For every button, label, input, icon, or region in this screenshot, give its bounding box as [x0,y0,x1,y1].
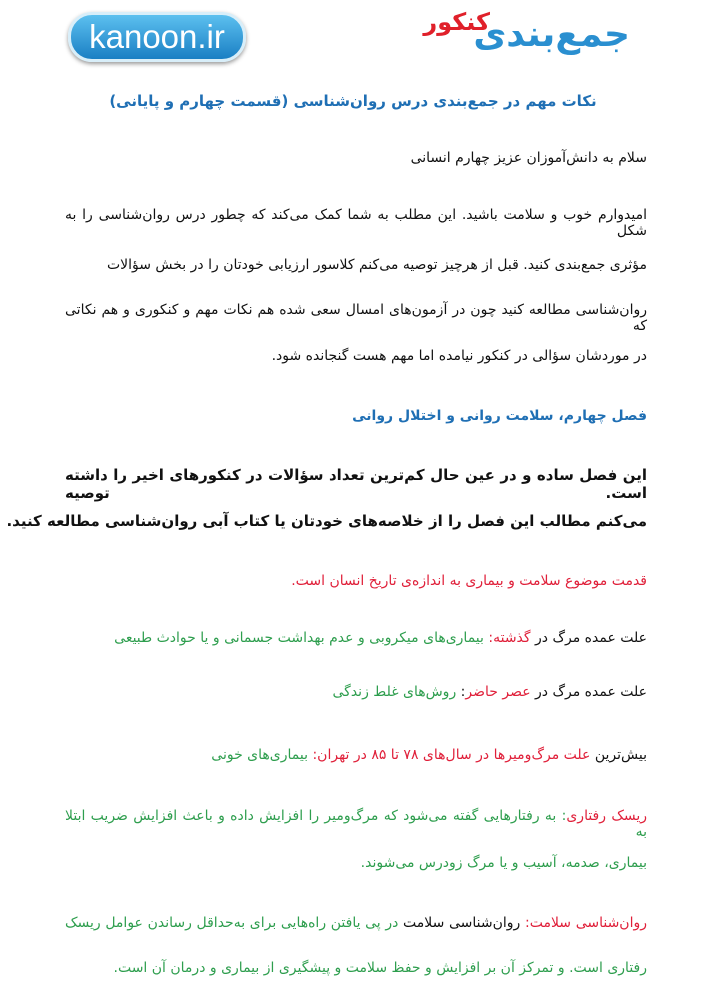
definition-green: در پی یافتن راه‌هایی برای به‌حداقل رساندن عوامل ریسک [65,915,404,931]
greeting: سلام به دانش‌آموزان عزیز چهارم انسانی [410,150,647,166]
colon: : [483,630,494,646]
logo-blue-text: جمع‌بندی [473,14,630,55]
note-health-psychology-cont: رفتاری است. و تمرکز آن بر افزایش و حفظ سلامت و پیشگیری از بیماری و درمان آن است. [113,960,647,976]
highlight-green: بیماری‌های خونی [211,747,308,763]
text: روان‌شناسی سلامت [403,915,521,931]
colon: : [308,747,318,763]
highlight-red: گذشته [493,630,531,646]
note-behavioral-risk [65,808,647,840]
term-red: ریسک رفتاری [566,808,648,824]
bold-note-line: می‌کنم مطالب این فصل را از خلاصه‌های خودتان یا کتاب آبی روان‌شناسی مطالعه کنید. [6,512,647,530]
jambandi-konkur-logo [400,8,630,68]
bold-note-line: این فصل ساده و در عین حال کم‌ترین تعداد سؤالات در کنکورهای اخیر را داشته است. توصیه [65,466,647,502]
highlight-green: روش‌های غلط زندگی [332,684,457,700]
highlight-red: علت مرگ‌ومیرها در سال‌های ۷۸ تا ۸۵ در تهران [317,747,591,763]
note-behavioral-risk-cont: بیماری، صدمه، آسیب و یا مرگ زودرس می‌شوند. [360,855,647,871]
intro-line: مؤثری جمع‌بندی کنید. قبل از هرچیز توصیه می‌کنم کلاسور ارزیابی خودتان را در بخش سؤالات [106,257,647,273]
section-heading: فصل چهارم، سلامت روانی و اختلال روانی [352,408,647,424]
colon: : [520,915,530,931]
text: علت عمده مرگ در [530,630,647,646]
highlight-green: بیماری‌های میکروبی و عدم بهداشت جسمانی و یا حوادث طبیعی [114,630,484,646]
logo-red-text: کنکور [423,8,490,36]
note-death-present [333,684,648,700]
kanoon-logo: kanoon.ir [68,12,246,62]
note-death-past [114,630,647,646]
page-title: نکات مهم در جمع‌بندی درس روان‌شناسی (قسمت چهارم و پایانی) [109,92,597,110]
intro-line: امیدوارم خوب و سلامت باشید. این مطلب به شما کمک می‌کند که چطور درس روان‌شناسی را به شکل [65,207,647,239]
term-red: روان‌شناسی سلامت [529,915,648,931]
text: بیش‌ترین [590,747,647,763]
note-tehran [211,747,647,763]
colon: : [456,684,466,700]
note-health-psychology [65,915,647,931]
text: علت عمده مرگ در [530,684,647,700]
definition-green: : به رفتارهایی گفته می‌شود که مرگ‌ومیر را افزایش داده و باعث افزایش ضریب ابتلا به [65,808,647,840]
intro-line: روان‌شناسی مطالعه کنید چون در آزمون‌های امسال سعی شده هم نکات مهم و کنکوری و هم نکاتی که [65,302,647,334]
highlight-red: عصر حاضر [465,684,531,700]
intro-line: در موردشان سؤالی در کنکور نیامده اما مهم هست گنجانده شود. [271,348,647,364]
note-history: قدمت موضوع سلامت و بیماری به اندازه‌ی تاریخ انسان است. [291,573,647,589]
